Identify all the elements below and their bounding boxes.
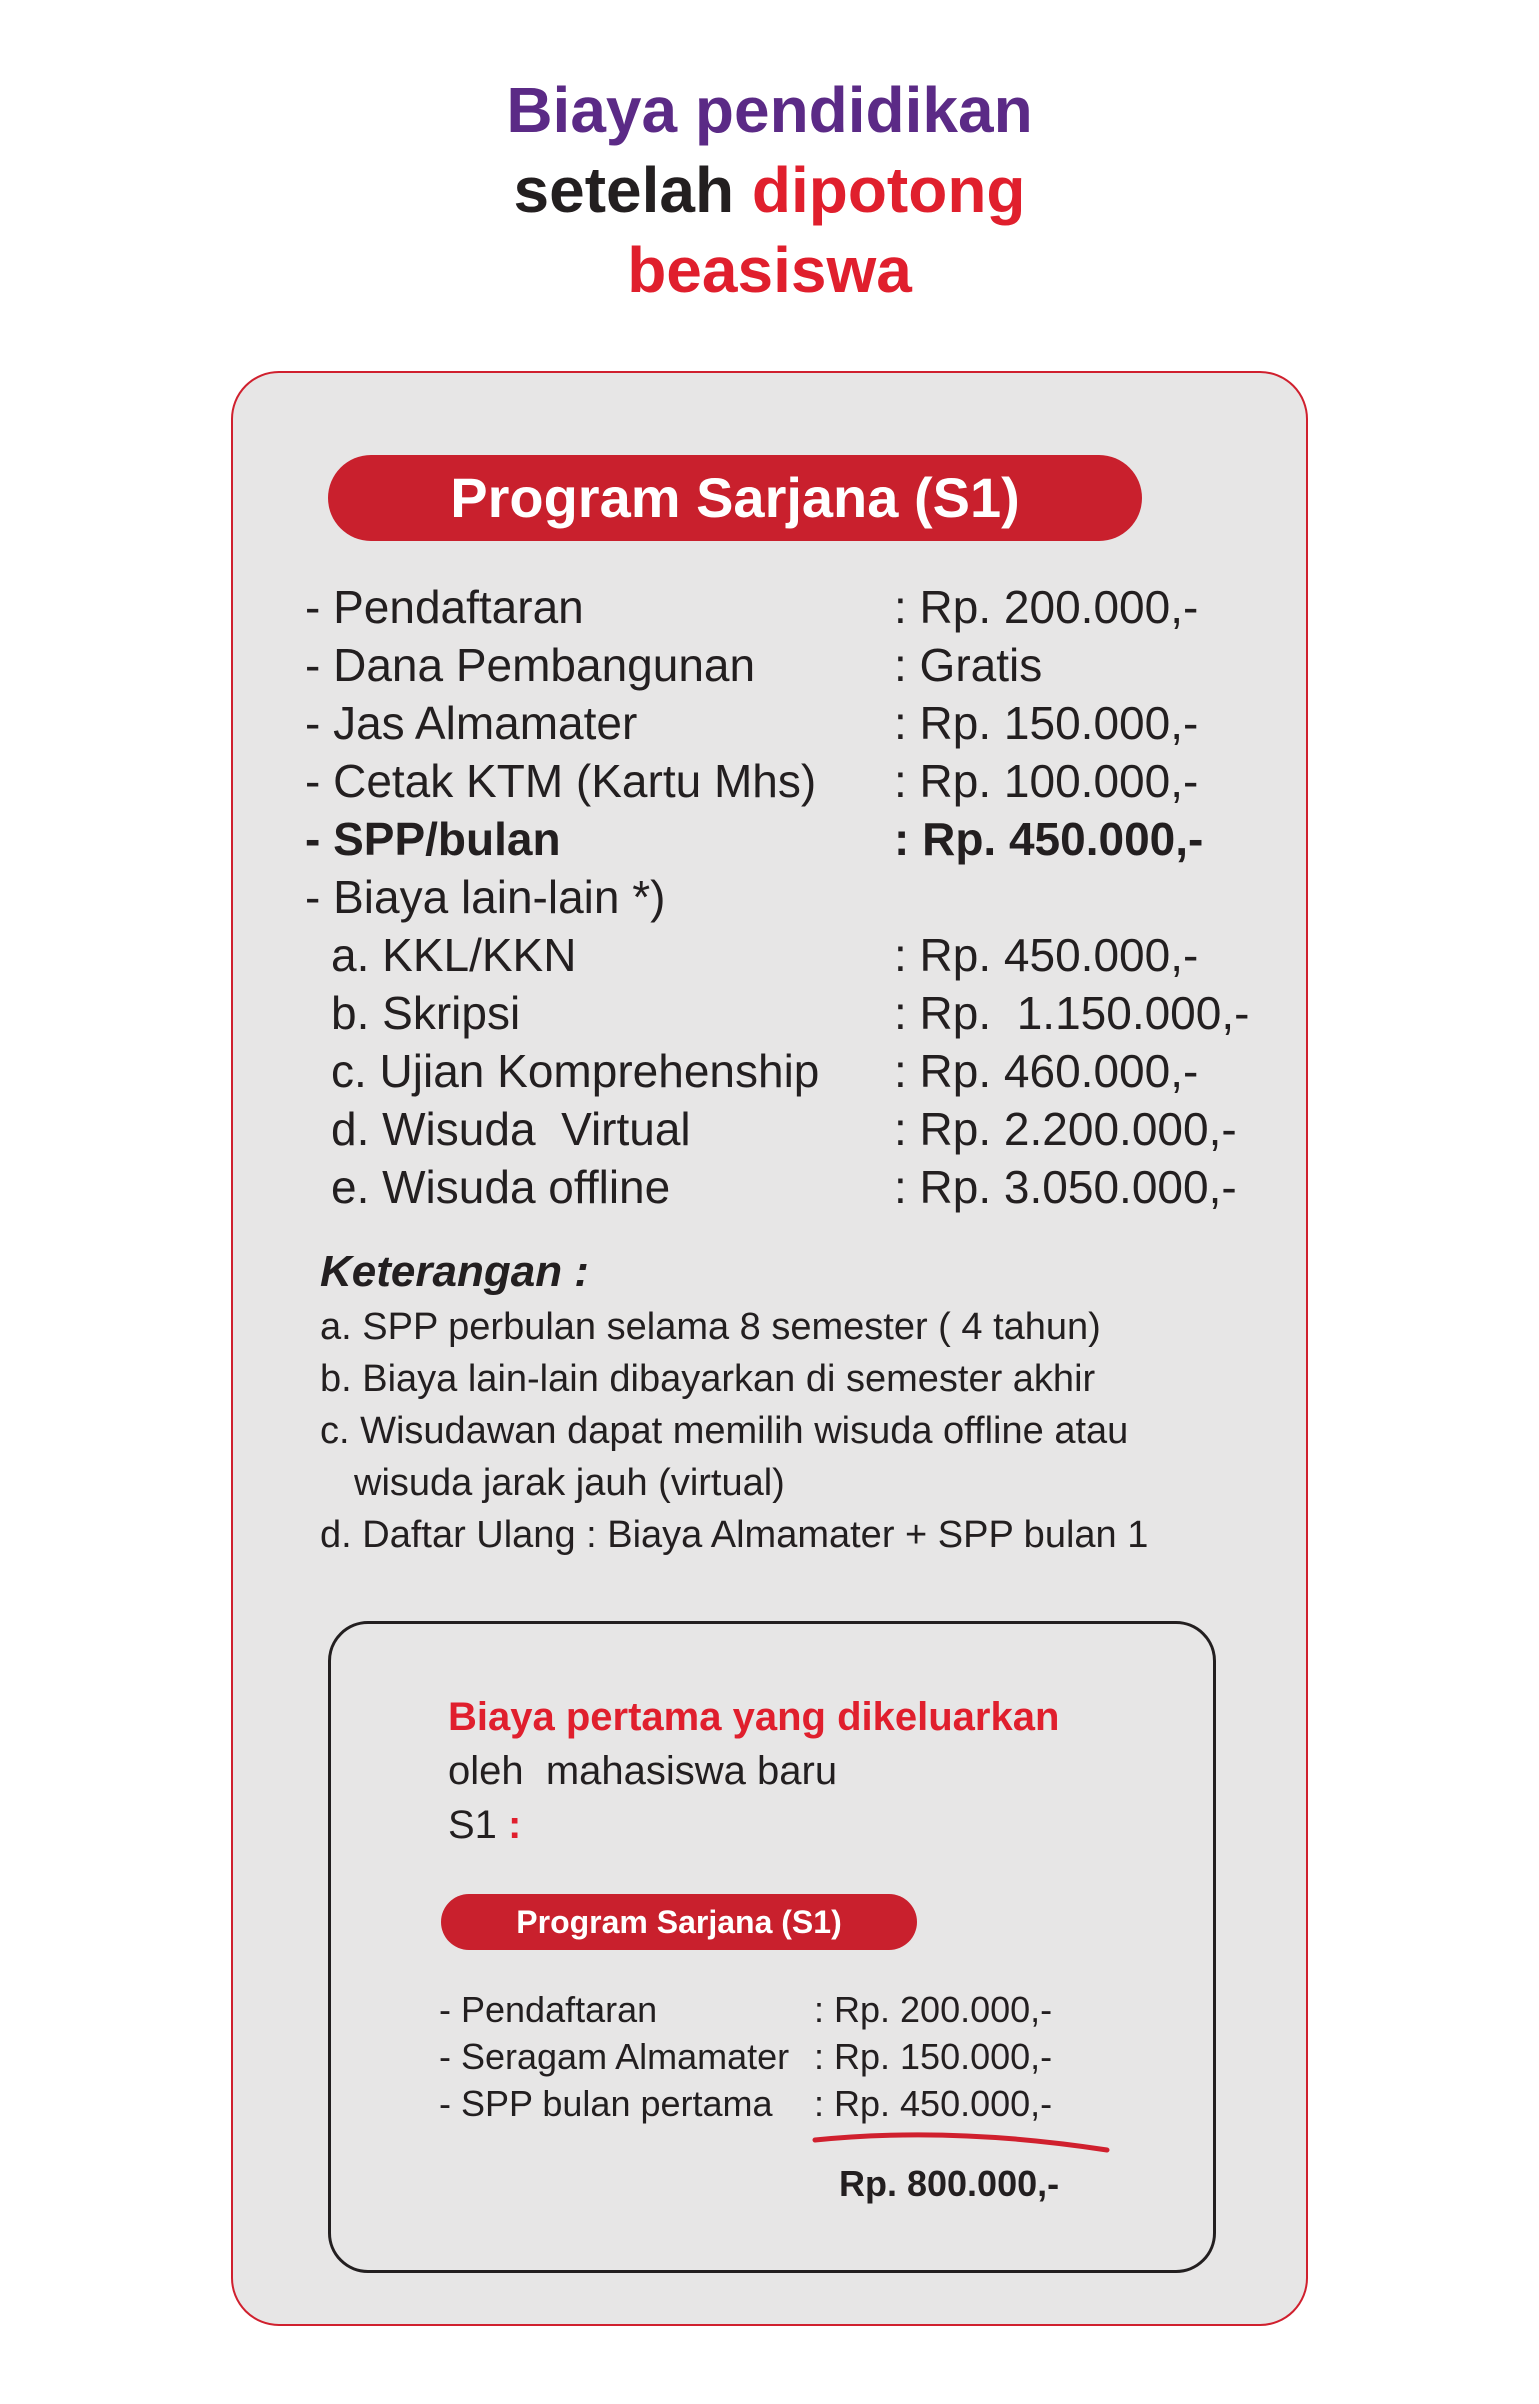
fee-row-kkl-kkn xyxy=(305,926,1305,984)
first-cost-row xyxy=(439,2033,1139,2080)
first-cost-heading: Biaya pertama yang dikeluarkan xyxy=(448,1695,1060,1739)
fee-label xyxy=(305,810,561,868)
note-line: d. Daftar Ulang : Biaya Almamater + SPP bulan 1 xyxy=(320,1514,1149,1556)
fee-amount: : Rp. 1.150.000,- xyxy=(894,987,1250,1039)
first-cost-label: - Pendaftaran xyxy=(439,1989,658,2030)
fee-label: d. Wisuda Virtual xyxy=(331,1103,691,1155)
fee-row-cetak-ktm xyxy=(305,752,1305,810)
fee-label: - Biaya lain-lain *) xyxy=(305,871,666,923)
fee-row-wisuda-offline xyxy=(305,1158,1305,1216)
first-cost-amount: : Rp. 150.000,- xyxy=(814,2036,1053,2077)
headline-red-text: dipotong xyxy=(751,154,1026,226)
note-line: c. Wisudawan dapat memilih wisuda offline atau xyxy=(320,1410,1129,1452)
fee-amount: : Rp. 3.050.000,- xyxy=(894,1161,1237,1213)
headline-line-1 xyxy=(0,70,1539,150)
first-cost-amount: : Rp. 200.000,- xyxy=(814,1989,1053,2030)
fee-amount: : Rp. 450.000,- xyxy=(894,929,1199,981)
first-cost-label: - Seragam Almamater xyxy=(439,2036,790,2077)
headline-black-text: setelah xyxy=(513,154,735,226)
fee-label: - Pendaftaran xyxy=(305,581,584,633)
first-cost-subheading: oleh mahasiswa baru xyxy=(448,1749,838,1793)
fee-row-biaya-lain xyxy=(305,868,1305,926)
program-pill-small: Program Sarjana (S1) xyxy=(441,1894,917,1950)
note-line: b. Biaya lain-lain dibayarkan di semester akhir xyxy=(320,1358,1096,1400)
first-cost-label: - SPP bulan pertama xyxy=(439,2083,773,2124)
first-cost-amount: : Rp. 450.000,- xyxy=(814,2083,1053,2124)
fee-row-pendaftaran xyxy=(305,578,1305,636)
first-cost-intro xyxy=(448,1690,1059,1852)
fee-card xyxy=(231,371,1308,2326)
notes-title: Keterangan : xyxy=(320,1247,589,1296)
program-code-colon: : xyxy=(496,1803,522,1847)
fee-label: - Dana Pembangunan xyxy=(305,639,756,691)
fee-label: - Jas Almamater xyxy=(305,697,638,749)
fee-amount: : Rp. 2.200.000,- xyxy=(894,1103,1237,1155)
fee-row-wisuda-virtual xyxy=(305,1100,1305,1158)
first-cost-row xyxy=(439,2080,1139,2127)
fee-row-dana-pembangunan xyxy=(305,636,1305,694)
first-cost-box xyxy=(328,1621,1216,2273)
fee-label: e. Wisuda offline xyxy=(331,1161,671,1213)
fee-amount: : Rp. 150.000,- xyxy=(894,697,1199,749)
first-cost-program-code xyxy=(448,1798,1059,1852)
fee-label-text: SPP/bulan xyxy=(333,813,561,865)
headline-purple-text: Biaya pendidikan xyxy=(506,74,1033,146)
fee-amount: : Rp. 450.000,- xyxy=(894,813,1204,865)
fee-label: b. Skripsi xyxy=(331,987,521,1039)
program-code: S1 xyxy=(448,1803,497,1847)
fee-row-jas-almamater xyxy=(305,694,1305,752)
first-cost-list xyxy=(439,1986,1139,2127)
fee-row-spp-bulan xyxy=(305,810,1305,868)
fee-label: c. Ujian Komprehenship xyxy=(331,1045,820,1097)
note-line: wisuda jarak jauh (virtual) xyxy=(354,1462,785,1504)
fee-label-prefix: - xyxy=(305,813,334,865)
program-title-pill: Program Sarjana (S1) xyxy=(328,455,1142,541)
headline-line-3 xyxy=(0,230,1539,310)
fee-amount: : Rp. 460.000,- xyxy=(894,1045,1199,1097)
headline-red-text-2: beasiswa xyxy=(627,234,912,306)
fee-row-skripsi xyxy=(305,984,1305,1042)
fee-amount: : Rp. 200.000,- xyxy=(894,581,1199,633)
first-cost-total: Rp. 800.000,- xyxy=(839,2163,1060,2204)
total-underline-swoosh xyxy=(811,2124,1111,2154)
note-line: a. SPP perbulan selama 8 semester ( 4 tahun) xyxy=(320,1306,1101,1348)
fee-list xyxy=(305,578,1305,1216)
headline-line-2 xyxy=(0,150,1539,230)
fee-label: a. KKL/KKN xyxy=(331,929,577,981)
fee-label: - Cetak KTM (Kartu Mhs) xyxy=(305,755,817,807)
fee-amount: : Gratis xyxy=(894,639,1043,691)
notes-section xyxy=(320,1243,1270,1561)
fee-amount: : Rp. 100.000,- xyxy=(894,755,1199,807)
first-cost-row xyxy=(439,1986,1139,2033)
fee-row-ujian xyxy=(305,1042,1305,1100)
headline xyxy=(0,70,1539,310)
